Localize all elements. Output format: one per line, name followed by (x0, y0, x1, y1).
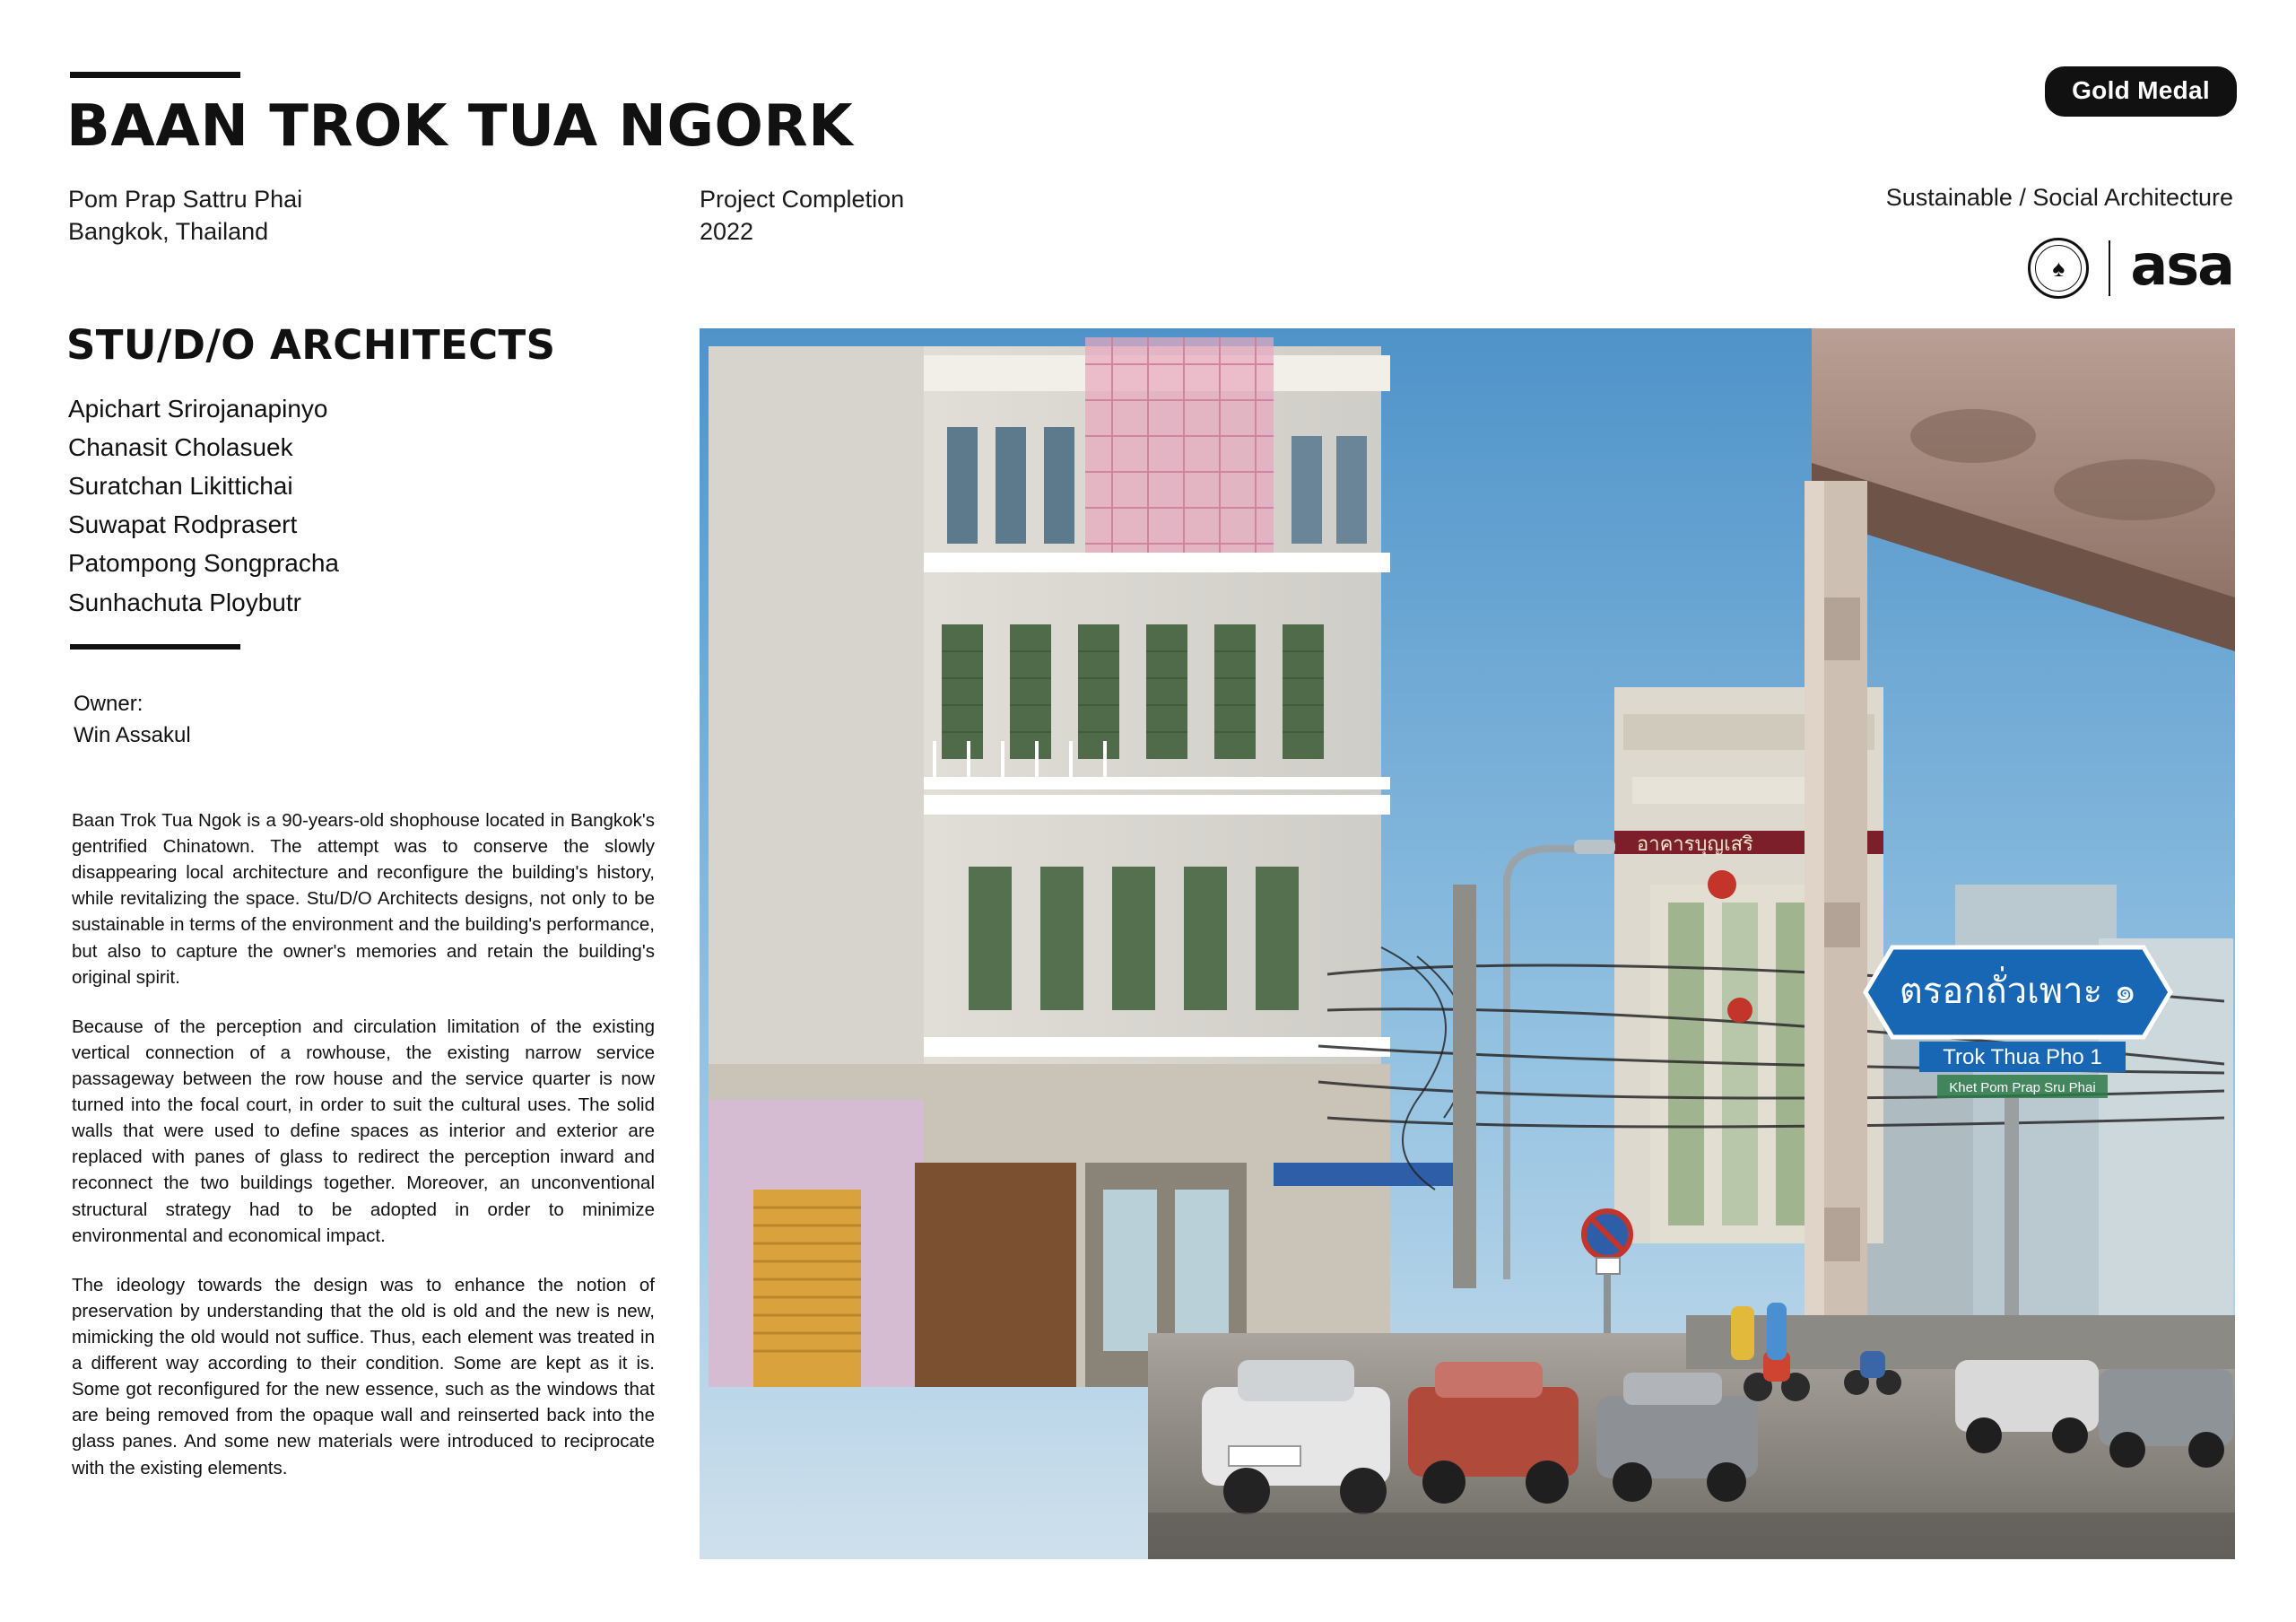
project-location (68, 183, 302, 248)
location-line-2: Bangkok, Thailand (68, 218, 269, 246)
svg-text:Khet Pom Prap Sru Phai: Khet Pom Prap Sru Phai (1949, 1080, 2096, 1095)
garuda-seal-icon: ♠ (2028, 238, 2089, 299)
completion-label: Project Completion (700, 186, 905, 213)
team-list (68, 389, 339, 622)
logo-divider (2109, 240, 2110, 296)
project-description (72, 807, 655, 1481)
owner-block (74, 689, 191, 752)
owner-name: Win Assakul (74, 722, 191, 747)
project-completion (700, 183, 904, 248)
svg-text:ตรอกถั่วเพาะ ๑: ตรอกถั่วเพาะ ๑ (1899, 971, 2137, 1012)
asa-logo: asa (2130, 231, 2233, 298)
list-item: Suratchan Likittichai (68, 472, 293, 501)
section-rule (70, 644, 240, 650)
owner-label: Owner: (74, 692, 144, 716)
description-paragraph-2: Because of the perception and circulation limitation of the existing vertical connection of a rowhouse, the existing narrow service passageway between the row house and the service quarter is now turned into the focal court, in order to suit the cultural uses. The solid walls that were used to define spaces as interior and exterior are replaced with panes of glass to redirect the perception inward and reconnect the two buildings together. Moreover, an unconventional structural strategy had to be adopted in order to minimize environmental and economical impact. (72, 1016, 655, 1246)
list-item: Apichart Srirojanapinyo (68, 395, 328, 423)
logo-group (2028, 231, 2233, 299)
list-item: Patompong Songpracha (68, 549, 339, 578)
svg-text:Trok Thua Pho 1: Trok Thua Pho 1 (1943, 1045, 2102, 1069)
page-title: BAAN TROK TUA NGORK (66, 93, 854, 160)
list-item: Suwapat Rodprasert (68, 510, 298, 539)
project-photo (700, 328, 2235, 1559)
description-paragraph-3: The ideology towards the design was to enhance the notion of preservation by understanding that the old is old and the new is new, mimicking the old would not suffice. Thus, each element was treated in a different way according to their condition. Some are kept as it is. Some got reconfigured for the new essence, such as the windows that are being removed from the opaque wall and reinserted back into the glass panes. And some new materials were introduced to reciprocate with the existing elements. (72, 1274, 655, 1478)
firm-name: STU/D/O ARCHITECTS (66, 321, 556, 369)
list-item: Chanasit Cholasuek (68, 433, 293, 462)
award-badge: Gold Medal (2045, 66, 2237, 117)
description-paragraph-1: Baan Trok Tua Ngok is a 90-years-old shophouse located in Bangkok's gentrified Chinatown. The attempt was to conserve the slowly disappearing local architecture and reconfigure the building's history, while revitalizing the space. Stu/D/O Architects designs, not only to be sustainable in terms of the environment and the building's performance, but also to capture the owner's memories and retain the building's original spirit. (72, 810, 655, 988)
location-line-1: Pom Prap Sattru Phai (68, 186, 303, 213)
title-rule (70, 72, 240, 78)
svg-text:อาคารบุญเสริ: อาคารบุญเสริ (1637, 833, 1753, 856)
project-category: Sustainable / Social Architecture (1885, 184, 2233, 211)
completion-year: 2022 (700, 218, 754, 246)
list-item: Sunhachuta Ploybutr (68, 588, 301, 616)
